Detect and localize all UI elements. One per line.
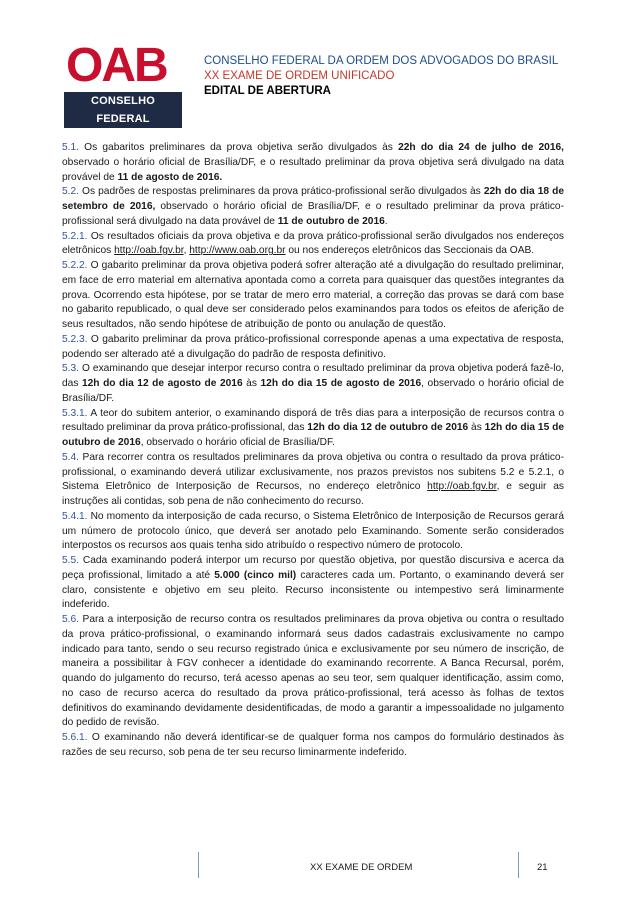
header-org-name: CONSELHO FEDERAL DA ORDEM DOS ADVOGADOS DO BRASIL — [204, 55, 559, 67]
section-5-3 — [62, 362, 564, 406]
section-text: observado o horário oficial de Brasília/DF, e o resultado preliminar da prova prático-profissional será divulgado na data provável de — [62, 201, 564, 227]
section-5-3-1 — [62, 407, 564, 451]
section-number: 5.6.1. — [62, 732, 88, 743]
section-bold: 5.000 (cinco mil) — [214, 569, 297, 581]
section-text: Para recorrer contra os resultados preliminares da prova objetiva ou contra o resultado da prova prático-profissional, o examinando deverá utilizar exclusivamente, nos prazos previstos nos subitens 5.2 e 5.2.1, o Sistema Eletrônico de Interposição de Recursos, no endereço eletrônico — [62, 451, 564, 493]
link-oab-fgv[interactable]: http://oab.fgv.br — [114, 245, 184, 257]
section-bold: 11 de outubro de 2016 — [277, 215, 385, 227]
section-5-2 — [62, 185, 564, 229]
section-5-1 — [62, 141, 564, 185]
section-text: caracteres cada um. Portanto, o examinando deverá ser claro, consistente e objetivo em seu pleito. Recurso inconsistente ou intempestivo será liminarmente indeferido. — [62, 569, 564, 611]
header-titles — [204, 54, 558, 99]
section-text: Cada examinando poderá interpor um recurso por questão objetiva, por questão discursiva e acerca da peça profissional, limitado a até — [62, 555, 564, 581]
section-5-4 — [62, 451, 564, 510]
section-5-4-1 — [62, 510, 564, 554]
section-text: O gabarito preliminar da prova prático-profissional corresponde apenas a uma expectativa de resposta, podendo ser alterado até a divulgação do padrão de resposta definitivo. — [62, 333, 564, 360]
section-number: 5.4. — [62, 451, 79, 463]
section-number: 5.2.1. — [62, 230, 88, 242]
section-bold: 12h do dia 15 de agosto de 2016 — [260, 378, 422, 389]
link-oab-org[interactable]: http://www.oab.org.br — [189, 245, 286, 257]
logo-oab-text: OAB — [66, 39, 167, 92]
section-text: O examinando que desejar interpor recurso contra o resultado preliminar da prova objetiva poderá fazê-lo, das — [62, 363, 564, 389]
section-bold: 22h do dia 24 de julho de 2016, — [398, 142, 564, 153]
document-header — [60, 39, 580, 125]
section-5-2-1 — [62, 230, 564, 260]
page-number: 21 — [537, 862, 548, 873]
section-text: às — [468, 422, 485, 434]
section-5-2-3 — [62, 333, 564, 363]
section-bold: 12h do dia 12 de outubro de 2016 — [307, 422, 469, 434]
section-number: 5.3. — [62, 363, 79, 375]
section-text: , e seguir as instruções ali contidas, sob pena de não conhecimento do recurso. — [62, 481, 564, 507]
footer-divider-right — [518, 852, 519, 878]
section-text: às — [242, 378, 261, 389]
section-number: 5.1. — [62, 142, 79, 153]
section-text: No momento da interposição de cada recurso, o Sistema Eletrônico de Interposição de Recursos gerará um número de protocolo único, que deverá ser anotado pelo Examinando. Somente serão considerados interpostos os recursos aos quais tenha sido atribuído o respectivo número de protocolo. — [62, 510, 564, 552]
section-number: 5.2.3. — [62, 333, 88, 345]
link-oab-fgv[interactable]: http://oab.fgv.br — [427, 481, 497, 493]
section-number: 5.2. — [62, 186, 79, 198]
section-text: O examinando não deverá identificar-se de qualquer forma nos campos do formulário destinados às razões de seu recurso, sob pena de ter seu recurso liminarmente indeferido. — [62, 732, 564, 758]
document-body — [62, 141, 564, 761]
header-doc-title: EDITAL DE ABERTURA — [204, 85, 331, 97]
section-number: 5.5. — [62, 555, 79, 566]
page-footer — [0, 852, 638, 882]
section-number: 5.2.2. — [62, 260, 88, 271]
footer-divider-left — [198, 852, 199, 878]
section-text: , observado o horário oficial de Brasília/DF. — [62, 378, 565, 404]
section-text: . — [384, 215, 388, 227]
section-text: Para a interposição de recurso contra os resultados preliminares da prova objetiva ou contra o resultado da prova prático-profissional, o examinando informará seus dados cadastrais exclusivamente no campo indicado para tanto, sendo o seu recurso registrado única e exclusivamente por seu número de inscrição, de maneira a possibilitar à FGV conhecer a identidade do examinando recorrente. A Banca Recursal, porém, quando do julgamento do recurso, terá acesso apenas ao seu teor, sem qualquer identificação, assim como, no caso de recurso acerca do resultado da prova prático-profissional, terá acesso às folhas de textos definitivos do examinando devidamente desidentificadas, de modo a garantir a impessoalidade no julgamento do pedido de revisão. — [62, 614, 564, 729]
section-text: , observado o horário oficial de Brasília/DF. — [140, 437, 335, 448]
section-5-6 — [62, 613, 564, 731]
section-number: 5.4.1. — [62, 510, 88, 522]
section-text: O gabarito preliminar da prova objetiva poderá sofrer alteração até a divulgação do resultado preliminar, em face de erro material em alternativa apontada como a correta para quaisquer das questões integrantes da prova. Ocorrendo esta hipótese, por se tratar de mero erro material, a correção das provas se dará com base no gabarito republicado, o qual deve ser considerado pelos examinandos para todos os efeitos de aferição de seus resultados, não sendo hipótese de atribuição de ponto ou anulação de questão. — [62, 260, 564, 330]
section-text: ou nos endereços eletrônicos das Seccionais da OAB. — [285, 245, 535, 257]
section-text: A teor do subitem anterior, o examinando disporá de três dias para a interposição de recursos contra o resultado preliminar da prova prático-profissional, das — [62, 407, 564, 434]
section-text: Os padrões de respostas preliminares da prova prático-profissional serão divulgados às — [79, 186, 484, 198]
section-text: , — [183, 245, 190, 257]
section-text: Os gabaritos preliminares da prova objetiva serão divulgados às — [79, 142, 399, 153]
section-bold: 12h do dia 12 de agosto de 2016 — [81, 378, 243, 389]
section-number: 5.3.1. — [62, 407, 88, 419]
section-text: observado o horário oficial de Brasília/DF, e o resultado preliminar da prova objetiva será divulgado na data provável de — [62, 156, 564, 183]
section-bold: 12h do dia 15 de outubro de 2016 — [62, 422, 565, 448]
logo-subtitle: CONSELHO FEDERAL — [64, 92, 182, 128]
section-number: 5.6. — [62, 614, 79, 625]
section-text: Os resultados oficiais da prova objetiva e da prova prático-profissional serão divulgados nos endereços eletrônicos — [62, 230, 564, 257]
section-5-6-1 — [62, 731, 564, 761]
section-5-5 — [62, 554, 564, 613]
footer-title: XX EXAME DE ORDEM — [310, 862, 413, 873]
oab-logo — [60, 39, 190, 125]
section-bold: 11 de agosto de 2016. — [117, 171, 223, 183]
section-5-2-2 — [62, 259, 564, 333]
header-exam-name: XX EXAME DE ORDEM UNIFICADO — [204, 70, 395, 82]
section-bold: 22h do dia 18 de setembro de 2016, — [62, 186, 564, 212]
